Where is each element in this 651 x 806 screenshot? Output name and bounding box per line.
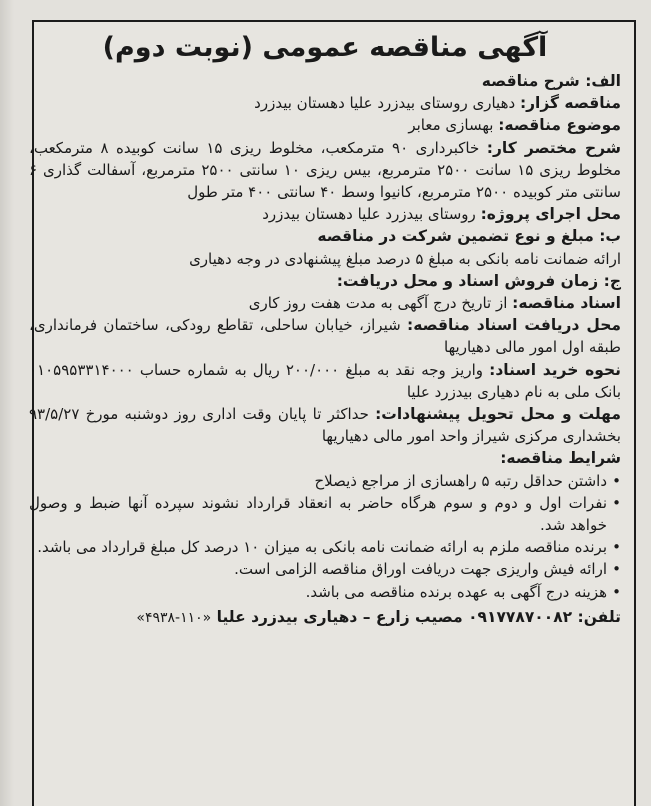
receive-line <box>29 314 621 358</box>
contact-info: تلفن: ۰۹۱۷۷۸۷۰۰۸۲ مصیب زارع – دهیاری بیدزرد علیا <box>216 607 621 626</box>
announcement-title: آگهی مناقصه عمومی (نوبت دوم) <box>102 32 548 63</box>
deadline-label: مهلت و محل تحویل پیشنهادات: <box>375 405 622 424</box>
subject-value: بهسازی معابر <box>408 116 494 135</box>
bullet-icon: • <box>612 493 621 512</box>
condition-item <box>29 470 621 492</box>
subject-label: موضوع مناقصه: <box>498 116 621 135</box>
bullet-icon: • <box>612 582 621 601</box>
condition-item <box>29 492 621 536</box>
summary-label: شرح مختصر کار: <box>486 138 621 157</box>
condition-item <box>29 581 621 603</box>
docs-line <box>29 292 621 314</box>
bullet-icon: • <box>612 538 621 557</box>
condition-text: برنده مناقصه ملزم به ارائه ضمانت نامه بانکی به میزان ۱۰ درصد کل مبلغ قرارداد می باشد. <box>37 538 607 557</box>
page-edge-shadow <box>0 0 14 806</box>
announcement-content <box>29 28 621 645</box>
condition-text: ارائه فیش واریزی جهت دریافت اوراق مناقصه الزامی است. <box>234 560 607 579</box>
condition-text: هزینه درج آگهی به عهده برنده مناقصه می باشد. <box>305 582 607 601</box>
condition-text: داشتن حداقل رتبه ۵ راهسازی از مراجع ذیصلاح <box>314 471 607 490</box>
ad-code: «۱۱۰-۴۹۳۸» <box>136 609 212 626</box>
condition-text: نفرات اول و دوم و سوم هرگاه حاضر به انعقاد قرارداد نشوند سپرده آنها ضبط و وصول خواهد شد. <box>29 493 607 535</box>
receive-label: محل دریافت اسناد مناقصه: <box>407 316 621 335</box>
deadline-value: حداکثر تا پایان وقت اداری روز دوشنبه مورخ ۹۳/۵/۲۷ بخشداری مرکزی شیراز واحد امور مالی دهیاریها <box>29 405 621 446</box>
docs-label: اسناد مناقصه: <box>512 294 621 313</box>
summary-line <box>29 137 621 204</box>
bullet-icon: • <box>612 560 621 579</box>
section-a-header: الف: شرح مناقصه <box>481 72 621 90</box>
section-b-header: ب: مبلغ و نوع تضمین شرکت در مناقصه <box>317 227 621 246</box>
tenderer-label: مناقصه گزار: <box>519 94 621 113</box>
bullet-icon: • <box>612 471 621 490</box>
docs-value: از تاریخ درج آگهی به مدت هفت روز کاری <box>248 294 508 313</box>
tenderer-line <box>29 92 621 114</box>
condition-item <box>29 536 621 558</box>
condition-item <box>29 558 621 580</box>
location-value: روستای بیدزرد علیا دهستان بیدزرد <box>262 205 476 224</box>
contact-footer <box>29 605 621 630</box>
purchase-label: نحوه خرید اسناد: <box>489 360 622 379</box>
subject-line <box>29 114 621 136</box>
guarantee-text: ارائه ضمانت نامه بانکی به مبلغ ۵ درصد مبلغ پیشنهادی در وجه دهیاری <box>189 249 621 268</box>
tenderer-value: دهیاری روستای بیدزرد علیا دهستان بیدزرد <box>254 94 516 113</box>
purchase-line <box>29 359 621 403</box>
section-c-header: ج: زمان فروش اسناد و محل دریافت: <box>336 271 621 290</box>
summary-value: خاکبرداری ۹۰ مترمکعب، مخلوط ریزی ۱۵ سانت کوبیده ۸ مترمکعب، مخلوط ریزی ۱۵ سانت ۲۵۰۰ مترمربع، بیس ریزی ۱۰ سانتی ۲۵۰۰ مترمربع، آسفالت گذاری ۶ سانتی متر کوبیده ۲۵۰۰ مترمربع، کانیوا وسط ۴۰ سانتی ۴۰۰ متر طول <box>29 138 621 202</box>
location-label: محل اجرای پروژه: <box>480 205 621 224</box>
conditions-list <box>29 470 621 603</box>
deadline-line <box>29 403 621 447</box>
receive-value: شیراز، خیابان ساحلی، تقاطع رودکی، ساختمان فرمانداری، طبقه اول امور مالی دهیاریها <box>29 316 621 357</box>
conditions-header: شرایط مناقصه: <box>500 449 621 468</box>
purchase-value: واریز وجه نقد به مبلغ ۲۰۰/۰۰۰ ریال به شماره حساب ۰۱۰۵۹۵۳۳۱۴۰۰۰ بانک ملی به نام دهیاری بیدزرد علیا <box>29 360 621 401</box>
location-line <box>29 203 621 225</box>
